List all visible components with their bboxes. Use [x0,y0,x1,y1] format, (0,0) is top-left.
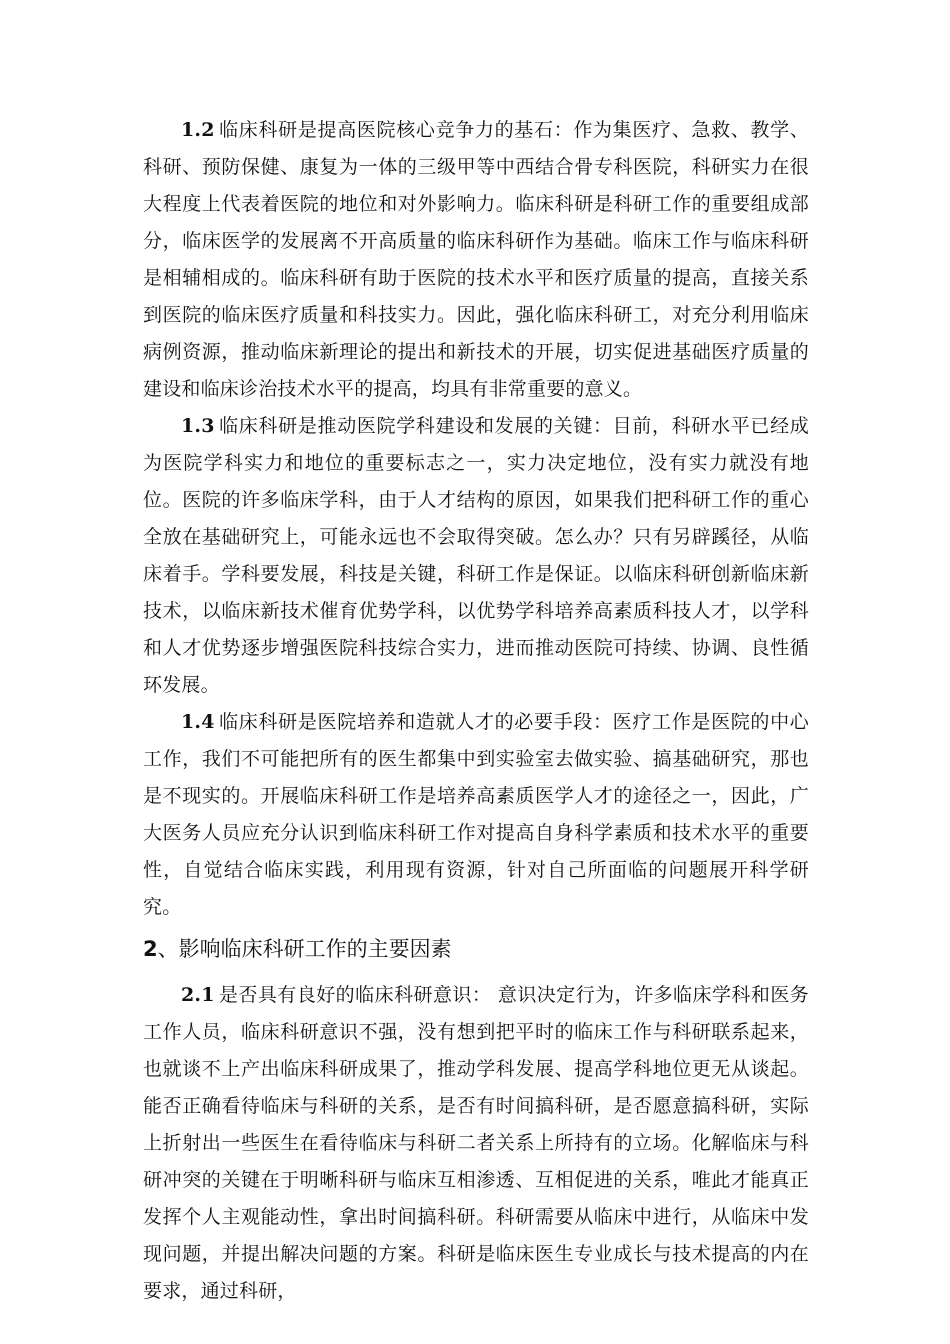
paragraph-1-3 [143,408,809,704]
paragraph-number: 1.3 [181,415,215,437]
paragraph-text: 临床科研是提高医院核心竞争力的基石：作为集医疗、急救、教学、科研、预防保健、康复为一体的三级甲等中西结合骨专科医院，科研实力在很大程度上代表着医院的地位和对外影响力。临床科研是科研工作的重要组成部分，临床医学的发展离不开高质量的临床科研作为基础。临床工作与临床科研是相辅相成的。临床科研有助于医院的技术水平和医疗质量的提高，直接关系到医院的临床医疗质量和科技实力。因此，强化临床科研工，对充分利用临床病例资源，推动临床新理论的提出和新技术的开展，切实促进基础医疗质量的建设和临床诊治技术水平的提高，均具有非常重要的意义。 [143,119,809,400]
paragraph-number: 2.1 [181,984,215,1006]
section-heading [143,930,809,968]
paragraph-text: 临床科研是医院培养和造就人才的必要手段：医疗工作是医院的中心工作，我们不可能把所有的医生都集中到实验室去做实验、搞基础研究，那也是不现实的。开展临床科研工作是培养高素质医学人才的途径之一，因此，广大医务人员应充分认识到临床科研工作对提高自身科学素质和技术水平的重要性，自觉结合临床实践，利用现有资源，针对自己所面临的问题展开科学研究。 [143,711,809,918]
document-body [143,112,809,1310]
section-number: 2 [143,937,158,961]
paragraph-number: 1.2 [181,119,215,141]
paragraph-1-4 [143,704,809,926]
paragraph-number: 1.4 [181,711,215,733]
paragraph-1-2 [143,112,809,408]
paragraph-text: 临床科研是推动医院学科建设和发展的关键：目前，科研水平已经成为医院学科实力和地位的重要标志之一，实力决定地位，没有实力就没有地位。医院的许多临床学科，由于人才结构的原因，如果我们把科研工作的重心全放在基础研究上，可能永远也不会取得突破。怎么办？只有另辟蹊径，从临床着手。学科要发展，科技是关键，科研工作是保证。以临床科研创新临床新技术，以临床新技术催育优势学科，以优势学科培养高素质科技人才，以学科和人才优势逐步增强医院科技综合实力，进而推动医院可持续、协调、良性循环发展。 [143,415,809,696]
paragraph-text: 是否具有良好的临床科研意识： 意识决定行为，许多临床学科和医务工作人员，临床科研意识不强，没有想到把平时的临床工作与科研联系起来，也就谈不上产出临床科研成果了，推动学科发展、提高学科地位更无从谈起。能否正确看待临床与科研的关系，是否有时间搞科研，是否愿意搞科研，实际上折射出一些医生在看待临床与科研二者关系上所持有的立场。化解临床与科研冲突的关键在于明晰科研与临床互相渗透、互相促进的关系，唯此才能真正发挥个人主观能动性，拿出时间搞科研。科研需要从临床中进行，从临床中发现问题，并提出解决问题的方案。科研是临床医生专业成长与技术提高的内在要求，通过科研， [143,984,809,1302]
paragraph-2-1 [143,977,809,1310]
section-title: 、影响临床科研工作的主要因素 [157,937,452,961]
